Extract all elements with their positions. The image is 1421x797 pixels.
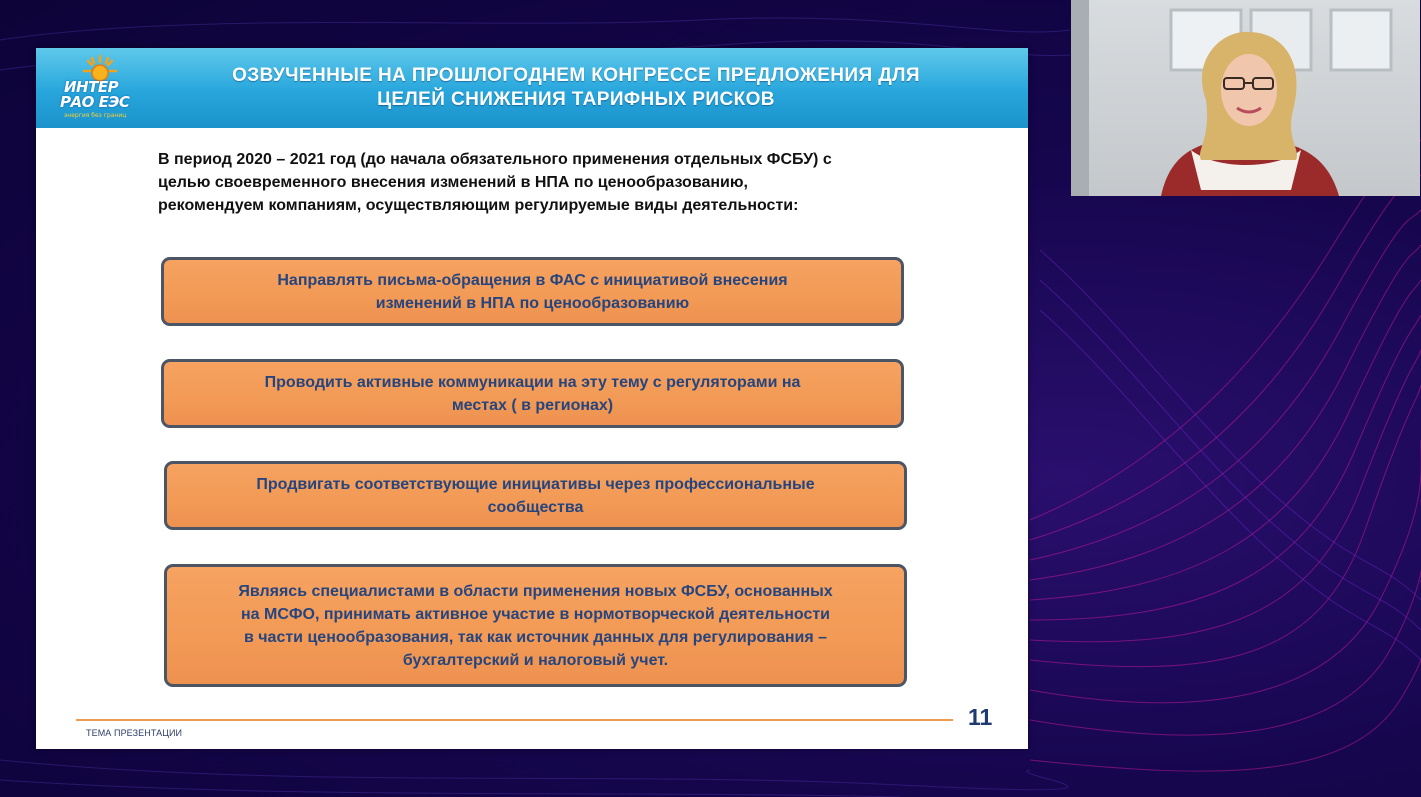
slide-header — [36, 48, 1028, 128]
intro-line: В период 2020 – 2021 год (до начала обязательного применения отдельных ФСБУ) с — [158, 151, 832, 168]
recommendation-line: местах ( в регионах) — [451, 396, 614, 414]
intro-line: рекомендуем компаниям, осуществляющим регулируемые виды деятельности: — [158, 197, 799, 214]
logo-text-line1: ИНТЕР — [64, 78, 119, 96]
recommendation-line: Направлять письма-обращения в ФАС с инициативой внесения — [277, 271, 788, 289]
recommendation-line: бухгалтерский и налоговый учет. — [402, 651, 669, 669]
slide-title — [176, 64, 976, 112]
recommendation-box-1 — [161, 257, 904, 326]
footer-presentation-topic: ТЕМА ПРЕЗЕНТАЦИИ — [86, 728, 183, 738]
slide-page-number: 11 — [968, 704, 993, 730]
recommendation-line: сообщества — [487, 498, 584, 516]
intro-paragraph — [158, 148, 958, 217]
recommendation-line: Продвигать соответствующие инициативы через профессиональные — [256, 475, 815, 493]
recommendation-box-3 — [164, 461, 907, 530]
presenter-silhouette — [1071, 0, 1420, 196]
recommendation-box-4 — [164, 564, 907, 687]
footer-divider — [76, 719, 953, 721]
recommendation-line: Проводить активные коммуникации на эту тему с регуляторами на — [264, 373, 801, 391]
company-logo — [58, 54, 142, 120]
recommendation-line: изменений в НПА по ценообразованию — [375, 294, 690, 312]
presenter-video-feed — [1071, 0, 1420, 196]
slide-title-line: ОЗВУЧЕННЫЕ НА ПРОШЛОГОДНЕМ КОНГРЕССЕ ПРЕДЛОЖЕНИЯ ДЛЯ — [232, 65, 920, 86]
slide-title-line: ЦЕЛЕЙ СНИЖЕНИЯ ТАРИФНЫХ РИСКОВ — [377, 89, 775, 110]
recommendation-line: на МСФО, принимать активное участие в нормотворческой деятельности — [240, 605, 831, 623]
recommendation-line: в части ценообразования, так как источник данных для регулирования – — [243, 628, 828, 646]
presentation-slide — [36, 48, 1028, 749]
recommendation-line: Являясь специалистами в области применения новых ФСБУ, основанных — [238, 582, 833, 600]
intro-line: целью своевременного внесения изменений в НПА по ценообразованию, — [158, 174, 748, 191]
recommendation-box-2 — [161, 359, 904, 428]
logo-tagline: энергия без границ — [64, 112, 127, 119]
logo-text-line2: РАО ЕЭС — [60, 93, 130, 111]
